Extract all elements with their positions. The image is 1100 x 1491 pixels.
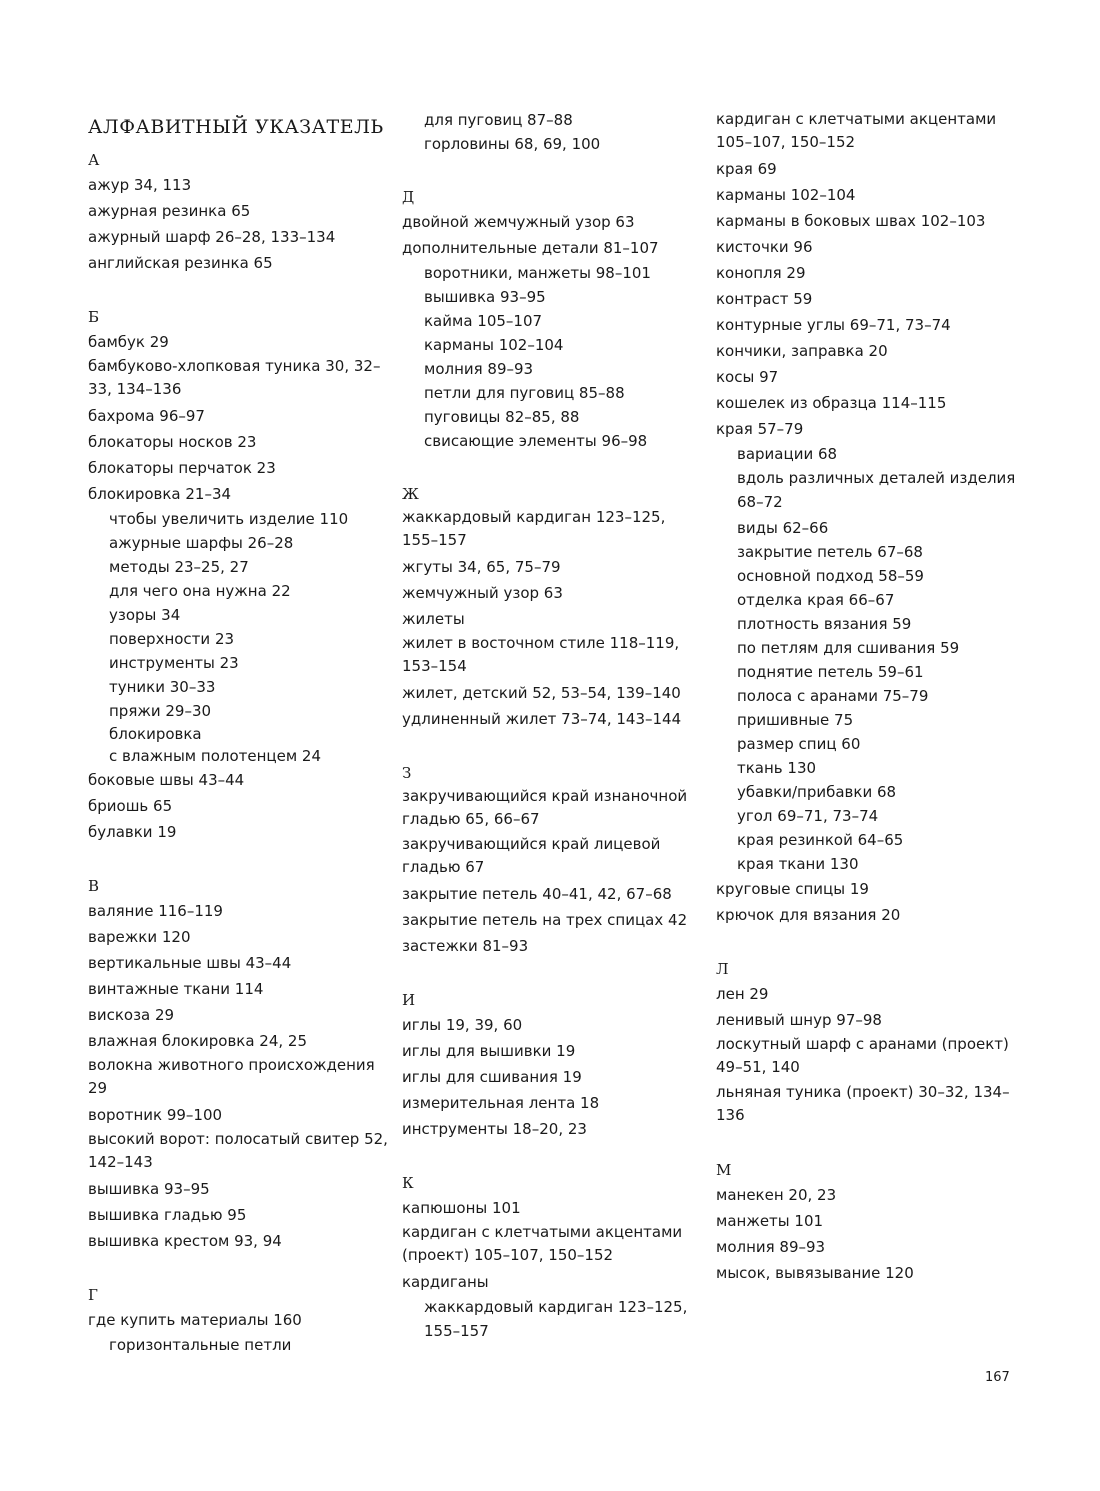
index-entry: иглы для сшивания 19 <box>402 1068 582 1086</box>
index-subentry: с влажным полотенцем 24 <box>109 747 322 765</box>
section-gap <box>88 1254 388 1284</box>
index-entry: контурные углы 69–71, 73–74 <box>716 316 951 334</box>
index-subentry: для пуговиц 87–88 <box>424 111 573 129</box>
section-gap <box>402 453 702 483</box>
index-entry: вискоза 29 <box>88 1006 175 1024</box>
index-subentry: размер спиц 60 <box>737 735 861 753</box>
section-letter: З <box>402 764 412 782</box>
section-gap <box>402 732 702 762</box>
index-subentry: кайма 105–107 <box>424 312 543 330</box>
index-entry: мысок, вывязывание 120 <box>716 1264 914 1282</box>
index-entry: закручивающийся край изнаночной гладью 65, 66–67 <box>402 787 688 828</box>
index-entry: молния 89–93 <box>716 1238 826 1256</box>
index-entry: края 57–79 <box>716 420 804 438</box>
index-entry: иглы 19, 39, 60 <box>402 1016 523 1034</box>
index-entry: жилет, детский 52, 53–54, 139–140 <box>402 684 681 702</box>
index-subentry: для чего она нужна 22 <box>109 582 291 600</box>
index-entry: крючок для вязания 20 <box>716 906 901 924</box>
index-entry: ленивый шнур 97–98 <box>716 1011 882 1029</box>
index-entry: кошелек из образца 114–115 <box>716 394 947 412</box>
index-subentry: края ткани 130 <box>737 855 859 873</box>
index-entry: кардиган с клетчатыми акцентами 105–107, 150–152 <box>716 110 997 151</box>
index-subentry: горизонтальные петли <box>109 1336 292 1354</box>
index-subentry: плотность вязания 59 <box>737 615 912 633</box>
index-subentry: вдоль различных деталей изделия 68–72 <box>737 469 1016 511</box>
index-entry: капюшоны 101 <box>402 1199 521 1217</box>
index-subentry: петли для пуговиц 85–88 <box>424 384 625 402</box>
index-subentry: отделка края 66–67 <box>737 591 895 609</box>
index-entry: инструменты 18–20, 23 <box>402 1120 587 1138</box>
index-entry: высокий ворот: полосатый свитер 52, 142–143 <box>88 1130 388 1171</box>
index-entry: кончики, заправка 20 <box>716 342 888 360</box>
section-letter: Б <box>88 308 100 326</box>
index-entry: льняная туника (проект) 30–32, 134–136 <box>716 1083 1010 1124</box>
section-gap <box>88 276 388 306</box>
section-gap <box>402 959 702 989</box>
index-entry: волокна животного происхождения 29 <box>88 1056 375 1097</box>
index-entry: вышивка гладью 95 <box>88 1206 247 1224</box>
index-subentry: методы 23–25, 27 <box>109 558 249 576</box>
index-subentry: жаккардовый кардиган 123–125, 155–157 <box>424 1298 688 1340</box>
section-letter: А <box>88 151 100 169</box>
index-entry: измерительная лента 18 <box>402 1094 600 1112</box>
section-letter: И <box>402 991 416 1009</box>
index-entry: закрытие петель на трех спицах 42 <box>402 911 688 929</box>
index-subentry: края резинкой 64–65 <box>737 831 904 849</box>
index-entry: блокаторы носков 23 <box>88 433 257 451</box>
section-letter: В <box>88 877 100 895</box>
index-entry: бриошь 65 <box>88 797 173 815</box>
index-column-3 <box>716 108 1036 1286</box>
index-subentry: туники 30–33 <box>109 678 216 696</box>
index-entry: иглы для вышивки 19 <box>402 1042 576 1060</box>
section-letter: К <box>402 1174 414 1192</box>
index-subentry: молния 89–93 <box>424 360 534 378</box>
index-subentry: поверхности 23 <box>109 630 235 648</box>
index-entry: бамбук 29 <box>88 333 169 351</box>
section-gap <box>716 1129 1036 1159</box>
index-entry: варежки 120 <box>88 928 191 946</box>
index-subentry: чтобы увеличить изделие 110 <box>109 510 349 528</box>
index-subentry: блокировка <box>109 725 202 743</box>
index-subentry: вышивка 93–95 <box>424 288 546 306</box>
section-letter: Г <box>88 1286 98 1304</box>
index-subentry: узоры 34 <box>109 606 181 624</box>
index-entry: ажурный шарф 26–28, 133–134 <box>88 228 336 246</box>
index-entry: дополнительные детали 81–107 <box>402 239 659 257</box>
index-subentry: свисающие элементы 96–98 <box>424 432 648 450</box>
index-subentry: пришивные 75 <box>737 711 854 729</box>
index-entry: вертикальные швы 43–44 <box>88 954 292 972</box>
index-entry: воротник 99–100 <box>88 1106 223 1124</box>
index-entry: косы 97 <box>716 368 779 386</box>
index-entry: кардиган с клетчатыми акцентами (проект) 105–107, 150–152 <box>402 1223 683 1264</box>
index-subentry: по петлям для сшивания 59 <box>737 639 960 657</box>
section-letter: Ж <box>402 485 419 503</box>
section-letter: М <box>716 1161 732 1179</box>
index-entry: где купить материалы 160 <box>88 1311 302 1329</box>
index-subentry: основной подход 58–59 <box>737 567 924 585</box>
index-subentry: пряжи 29–30 <box>109 702 212 720</box>
index-entry: манекен 20, 23 <box>716 1186 837 1204</box>
index-subentry: закрытие петель 67–68 <box>737 543 923 561</box>
index-entry: винтажные ткани 114 <box>88 980 264 998</box>
index-entry: блокировка 21–34 <box>88 485 232 503</box>
index-entry: кардиганы <box>402 1273 489 1291</box>
index-entry: ажур 34, 113 <box>88 176 192 194</box>
index-subentry: вариации 68 <box>737 445 838 463</box>
index-column-2 <box>402 108 702 1345</box>
index-entry: конопля 29 <box>716 264 806 282</box>
index-subentry: инструменты 23 <box>109 654 239 672</box>
page-number: 167 <box>985 1370 1010 1385</box>
index-entry: вышивка 93–95 <box>88 1180 210 1198</box>
index-entry: боковые швы 43–44 <box>88 771 245 789</box>
index-subentry: убавки/прибавки 68 <box>737 783 897 801</box>
index-entry: лоскутный шарф с аранами (проект) 49–51, 140 <box>716 1035 1009 1076</box>
index-entry: контраст 59 <box>716 290 813 308</box>
index-subentry: угол 69–71, 73–74 <box>737 807 879 825</box>
index-entry: вышивка крестом 93, 94 <box>88 1232 282 1250</box>
section-gap <box>716 928 1036 958</box>
index-entry: английская резинка 65 <box>88 254 273 272</box>
index-entry: жилеты <box>402 610 465 628</box>
index-entry: булавки 19 <box>88 823 177 841</box>
section-gap <box>402 1142 702 1172</box>
index-entry: закручивающийся край лицевой гладью 67 <box>402 835 661 876</box>
index-entry: блокаторы перчаток 23 <box>88 459 276 477</box>
index-subentry: ажурные шарфы 26–28 <box>109 534 294 552</box>
index-entry: удлиненный жилет 73–74, 143–144 <box>402 710 682 728</box>
index-entry: края 69 <box>716 160 777 178</box>
index-entry: жаккардовый кардиган 123–125, 155–157 <box>402 508 666 549</box>
index-column-1 <box>88 108 388 1357</box>
index-entry: жилет в восточном стиле 118–119, 153–154 <box>402 634 680 675</box>
section-gap <box>402 156 702 186</box>
index-entry: манжеты 101 <box>716 1212 824 1230</box>
index-subentry: поднятие петель 59–61 <box>737 663 924 681</box>
index-entry: карманы 102–104 <box>716 186 856 204</box>
index-entry: валяние 116–119 <box>88 902 223 920</box>
index-entry: жгуты 34, 65, 75–79 <box>402 558 561 576</box>
index-entry: ажурная резинка 65 <box>88 202 251 220</box>
index-entry: двойной жемчужный узор 63 <box>402 213 635 231</box>
index-entry: круговые спицы 19 <box>716 880 869 898</box>
index-entry: бамбуково-хлопковая туника 30, 32–33, 134–136 <box>88 357 381 398</box>
index-subentry: горловины 68, 69, 100 <box>424 135 601 153</box>
index-entry: застежки 81–93 <box>402 937 529 955</box>
index-entry: лен 29 <box>716 985 769 1003</box>
index-subentry: карманы 102–104 <box>424 336 564 354</box>
section-letter: Л <box>716 960 729 978</box>
index-entry: влажная блокировка 24, 25 <box>88 1032 308 1050</box>
index-entry: закрытие петель 40–41, 42, 67–68 <box>402 885 672 903</box>
index-entry: бахрома 96–97 <box>88 407 205 425</box>
index-entry: карманы в боковых швах 102–103 <box>716 212 986 230</box>
index-entry: жемчужный узор 63 <box>402 584 563 602</box>
index-title: АЛФАВИТНЫЙ УКАЗАТЕЛЬ <box>88 116 384 138</box>
index-subentry: виды 62–66 <box>737 519 829 537</box>
index-subentry: воротники, манжеты 98–101 <box>424 264 651 282</box>
index-subentry: полоса с аранами 75–79 <box>737 687 929 705</box>
index-subentry: пуговицы 82–85, 88 <box>424 408 580 426</box>
index-entry: кисточки 96 <box>716 238 813 256</box>
index-subentry: ткань 130 <box>737 759 817 777</box>
section-gap <box>88 845 388 875</box>
section-letter: Д <box>402 188 415 206</box>
